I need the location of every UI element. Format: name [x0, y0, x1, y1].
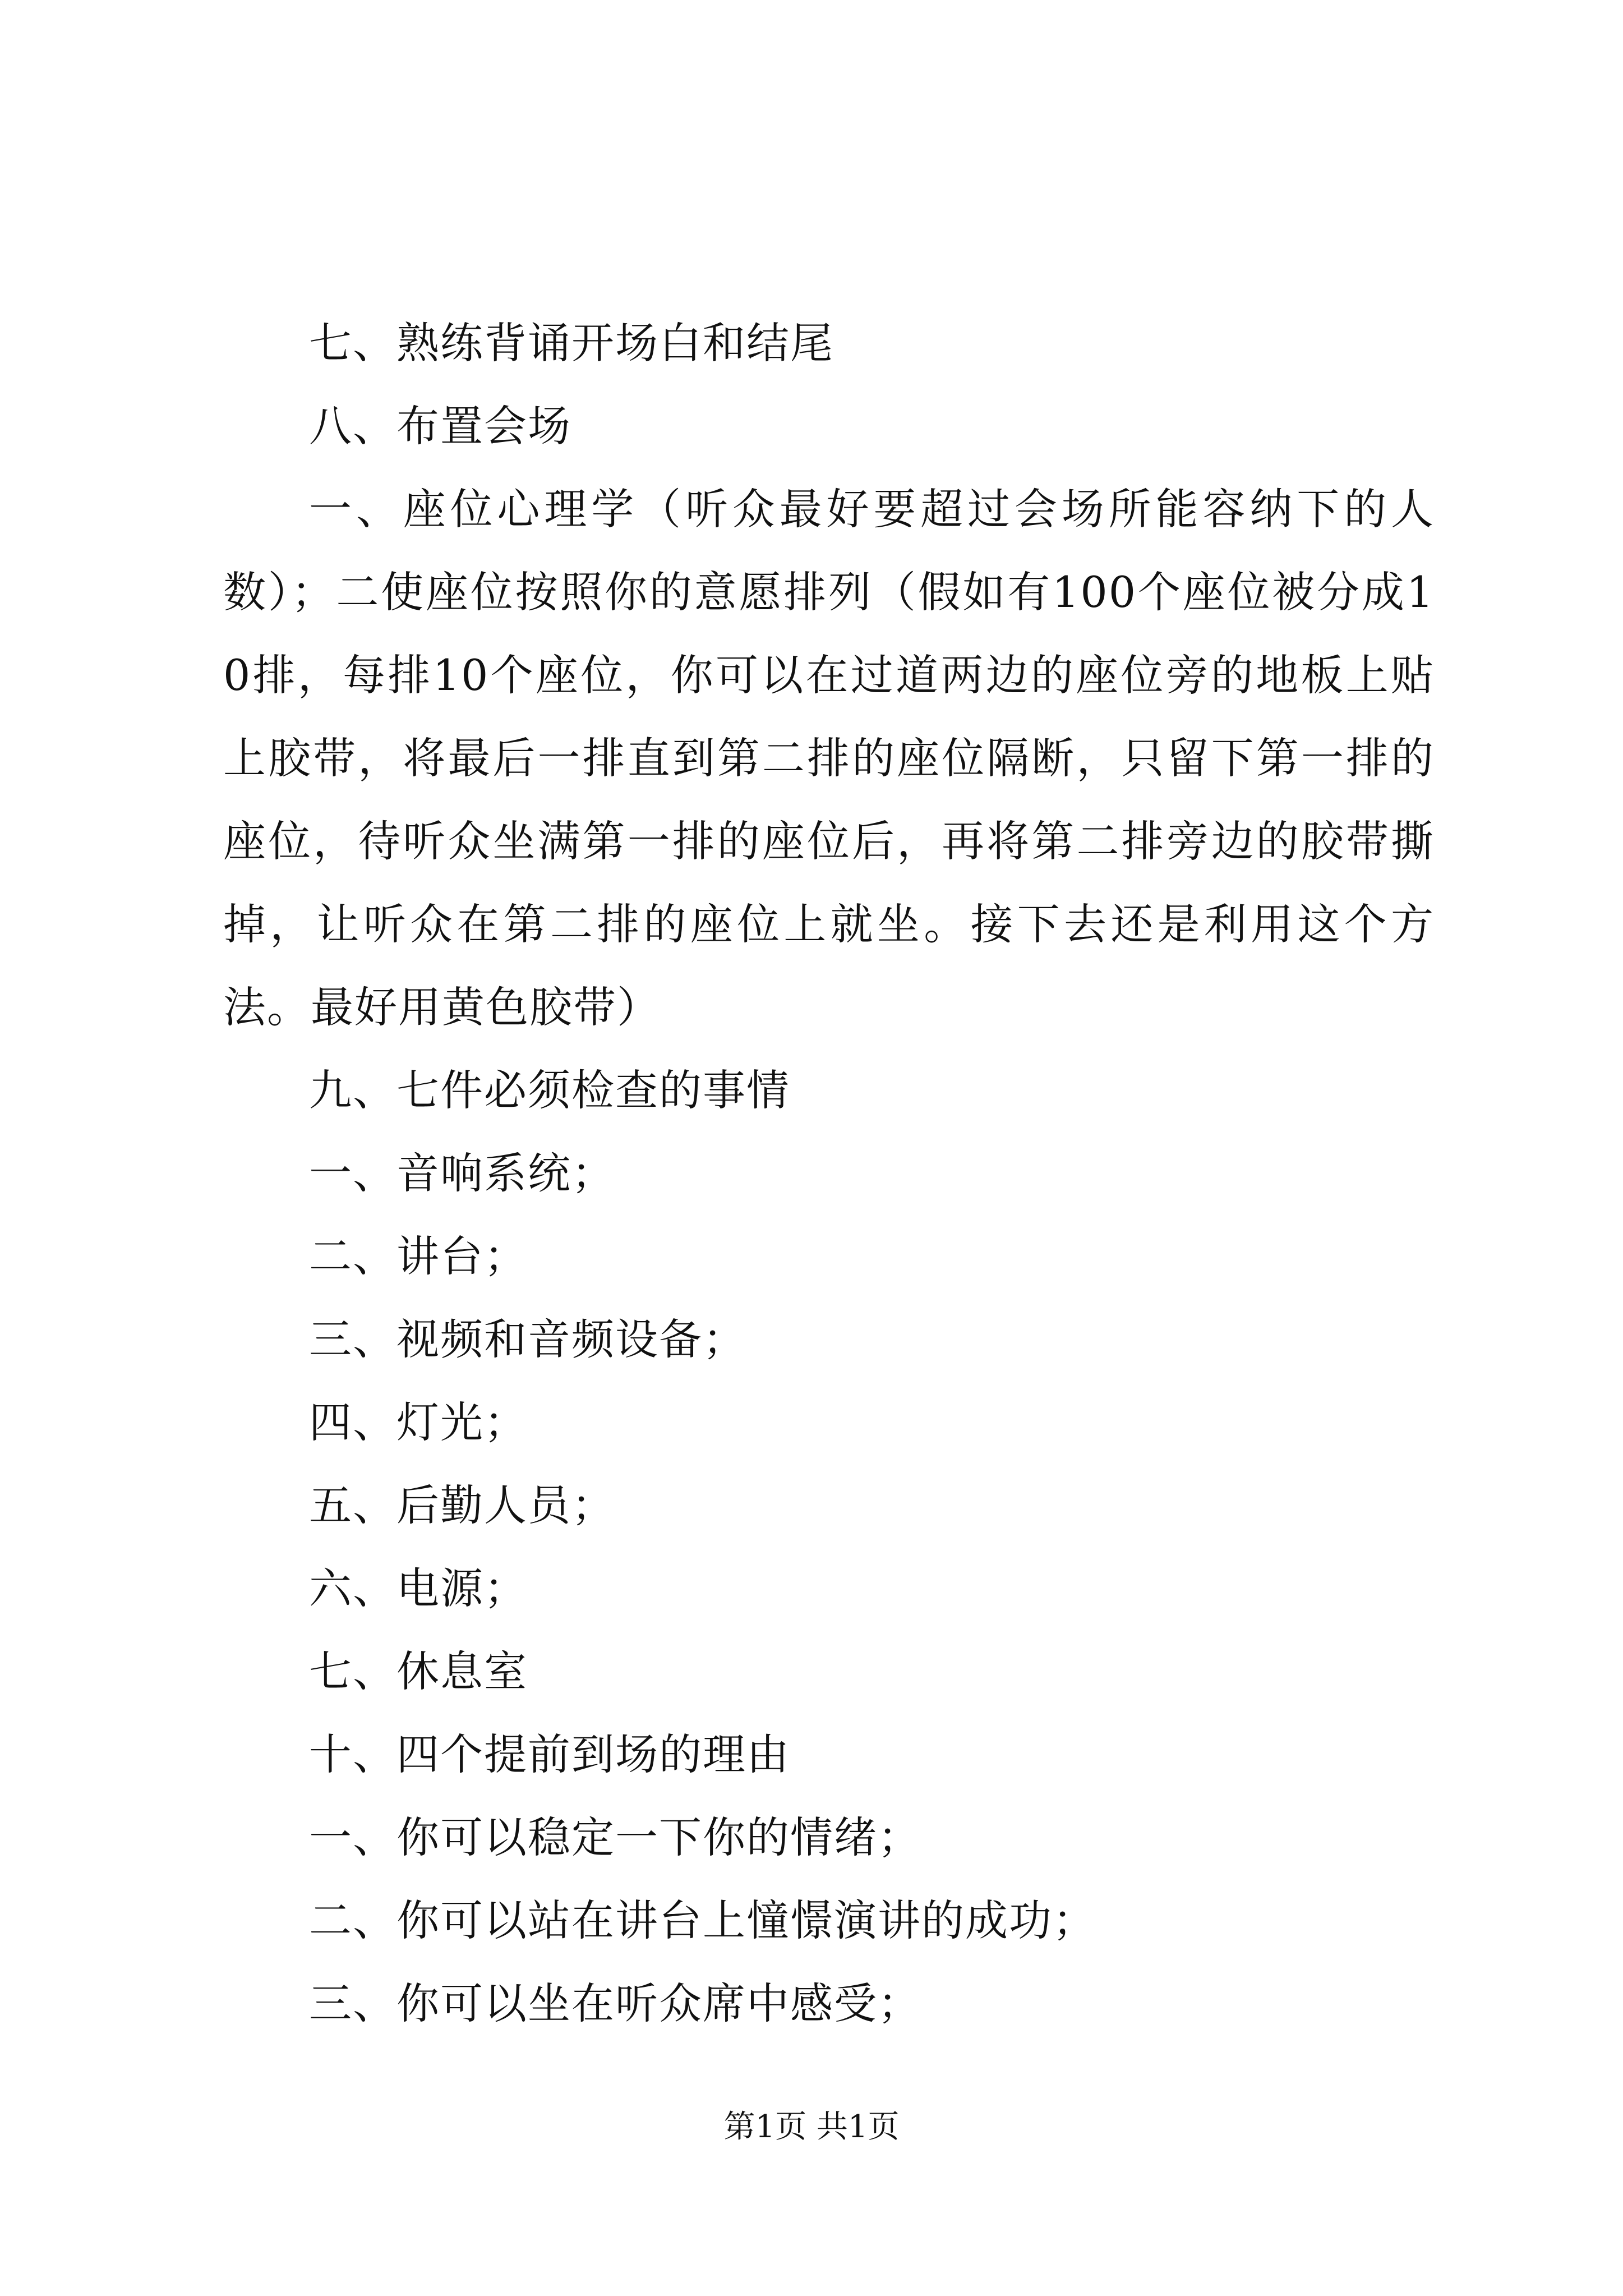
heading-seven: 七、熟练背诵开场白和结尾: [309, 318, 834, 368]
list-item: 五、后勤人员；: [309, 1480, 615, 1530]
list-item: 一、音响系统；: [309, 1148, 615, 1198]
seating-psychology-paragraph: 一、座位心理学（听众最好要超过会场所能容纳下的人数）；二使座位按照你的意愿排列（假如有100个座位被分成10排，每排10个座位，你可以在过道两边的座位旁的地板上贴上胶带，将最后一排直到第二排的座位隔断，只留下第一排的座位，待听众坐满第一排的座位后，再将第二排旁边的胶带撕掉，让听众在第二排的座位上就坐。接下去还是利用这个方法。最好用黄色胶带）: [223, 484, 1435, 1032]
list-item: 二、你可以站在讲台上憧憬演讲的成功；: [309, 1895, 1096, 1945]
document-body: [223, 302, 1435, 2045]
list-item: 七、休息室: [309, 1646, 528, 1696]
heading-ten: 十、四个提前到场的理由: [309, 1729, 790, 1779]
heading-eight: 八、布置会场: [309, 401, 571, 451]
list-item: 三、你可以坐在听众席中感受；: [309, 1978, 921, 2028]
heading-nine: 九、七件必须检查的事情: [309, 1065, 790, 1115]
list-item: 三、视频和音频设备；: [309, 1314, 746, 1364]
list-item: 四、灯光；: [309, 1397, 528, 1447]
page-footer: 第1页 共1页: [723, 2109, 900, 2145]
list-item: 二、讲台；: [309, 1231, 528, 1281]
list-item: 一、你可以稳定一下你的情绪；: [309, 1812, 921, 1862]
list-item: 六、电源；: [309, 1563, 528, 1613]
